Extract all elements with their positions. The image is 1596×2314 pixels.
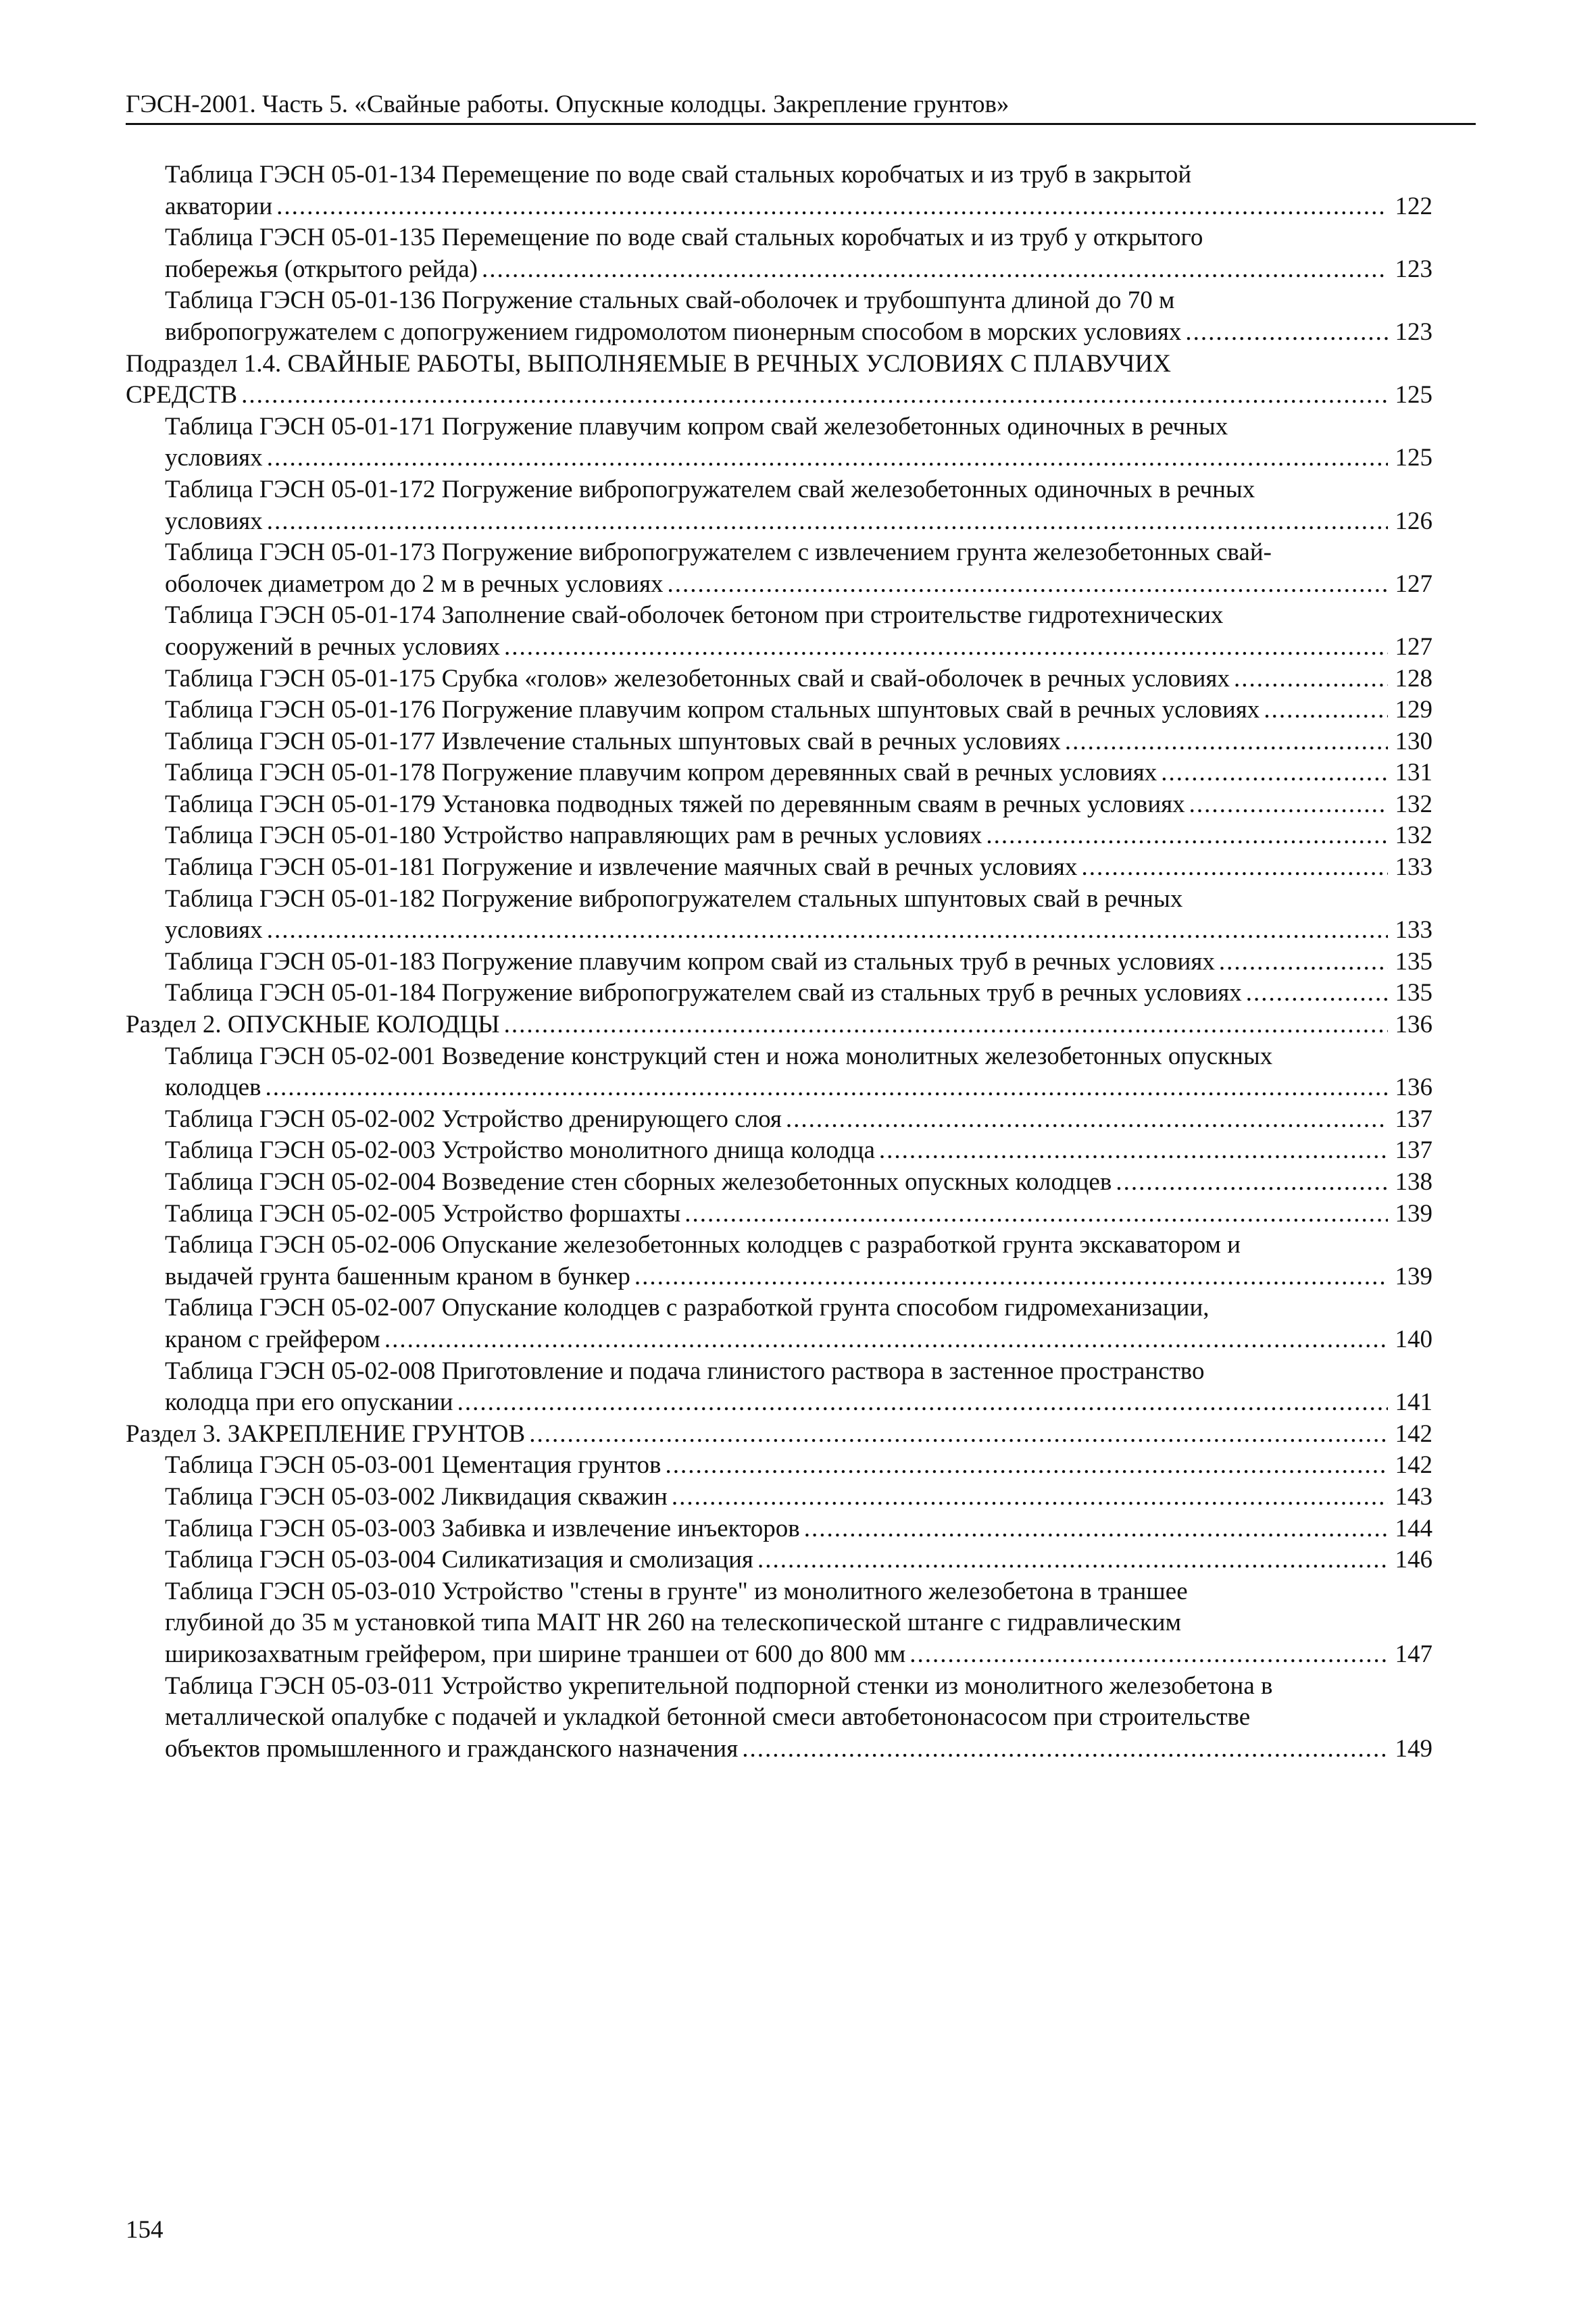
toc-section-entry[interactable] xyxy=(126,1009,1432,1041)
toc-section-entry[interactable] xyxy=(126,1419,1432,1451)
toc-entry-title: Таблица ГЭСН 05-01-180 Устройство направляющих рам в речных условиях xyxy=(165,822,982,850)
toc-entry-title: Таблица ГЭСН 05-01-176 Погружение плавучим копром стальных шпунтовых свай в речных условиях xyxy=(165,696,1260,724)
toc-entry-last-line xyxy=(165,443,1432,474)
toc-entry-title: Таблица ГЭСН 05-02-005 Устройство форшахты xyxy=(165,1199,681,1228)
toc-entry-last-line xyxy=(126,1009,1432,1041)
toc-page-number: 129 xyxy=(1395,696,1432,724)
toc-entry-last-line xyxy=(165,978,1432,1009)
toc-entry-title-lines: Таблица ГЭСН 05-03-010 Устройство "стены в грунте" из монолитного железобетона в траншее глубиной до 35 м установкой типа MAIT HR 260 на телескопической штанге с гидравлическим xyxy=(165,1577,1188,1637)
toc-entry-last-line xyxy=(165,1261,1432,1293)
toc-page-number: 144 xyxy=(1395,1514,1432,1542)
toc-entry-title-lines: Таблица ГЭСН 05-03-011 Устройство укрепительной подпорной стенки из монолитного железобетона в металлической опалубке с подачей и укладкой бетонной смеси автобетононасосом при строительстве xyxy=(165,1671,1273,1732)
dot-leader xyxy=(276,191,1388,223)
toc-entry-title: краном с грейфером xyxy=(165,1325,380,1353)
toc-page-number: 143 xyxy=(1395,1482,1432,1511)
toc-entry-title: акватории xyxy=(165,192,273,220)
toc-page-number: 128 xyxy=(1395,664,1432,693)
toc-page-number: 137 xyxy=(1395,1105,1432,1133)
toc-table-entry[interactable] xyxy=(126,1167,1432,1199)
toc-table-entry[interactable] xyxy=(126,1135,1432,1167)
toc-entry-title-lines: Таблица ГЭСН 05-01-174 Заполнение свай-оболочек бетоном при строительстве гидротехнических xyxy=(165,601,1224,630)
dot-leader xyxy=(1185,317,1388,349)
dot-leader xyxy=(667,569,1388,601)
toc-page-number: 133 xyxy=(1395,916,1432,945)
toc-entry-title: Таблица ГЭСН 05-01-183 Погружение плавучим копром свай из стальных труб в речных условиях xyxy=(165,947,1215,976)
table-of-contents xyxy=(126,159,1432,1765)
toc-entry-last-line xyxy=(165,820,1432,852)
dot-leader xyxy=(267,443,1388,474)
toc-entry-title: Раздел 3. ЗАКРЕПЛЕНИЕ ГРУНТОВ xyxy=(126,1419,526,1448)
toc-entry-title-lines: Подраздел 1.4. СВАЙНЫЕ РАБОТЫ, ВЫПОЛНЯЕМЫЕ В РЕЧНЫХ УСЛОВИЯХ С ПЛАВУЧИХ xyxy=(126,349,1171,378)
toc-table-entry[interactable] xyxy=(126,978,1432,1009)
toc-table-entry[interactable] xyxy=(126,1576,1432,1671)
toc-entry-last-line xyxy=(165,695,1432,726)
dot-leader xyxy=(1161,757,1388,789)
toc-table-entry[interactable] xyxy=(126,947,1432,978)
toc-entry-last-line xyxy=(165,663,1432,695)
dot-leader xyxy=(267,506,1388,538)
toc-page-number: 127 xyxy=(1395,570,1432,598)
toc-entry-last-line xyxy=(165,1639,1432,1671)
toc-table-entry[interactable] xyxy=(126,1513,1432,1545)
toc-entry-title-lines: Таблица ГЭСН 05-01-171 Погружение плавучим копром свай железобетонных одиночных в речных xyxy=(165,412,1228,441)
toc-entry-title-lines: Таблица ГЭСН 05-01-135 Перемещение по воде свай стальных коробчатых и из труб у открытого xyxy=(165,224,1203,252)
toc-entry-title: Таблица ГЭСН 05-01-184 Погружение вибропогружателем свай из стальных труб в речных условиях xyxy=(165,979,1242,1007)
toc-table-entry[interactable] xyxy=(126,695,1432,726)
toc-section-entry[interactable] xyxy=(126,349,1432,411)
dot-leader xyxy=(804,1513,1388,1545)
toc-entry-title: Таблица ГЭСН 05-02-002 Устройство дренирующего слоя xyxy=(165,1105,782,1133)
toc-entry-last-line xyxy=(165,632,1432,663)
toc-page-number: 136 xyxy=(1395,1074,1432,1102)
toc-entry-title-lines: Таблица ГЭСН 05-01-172 Погружение вибропогружателем свай железобетонных одиночных в речных xyxy=(165,475,1255,503)
toc-entry-last-line xyxy=(165,569,1432,601)
dot-leader xyxy=(757,1544,1388,1576)
toc-entry-last-line xyxy=(165,1104,1432,1136)
toc-entry-last-line xyxy=(165,1167,1432,1199)
toc-entry-title: Таблица ГЭСН 05-02-004 Возведение стен сборных железобетонных опускных колодцев xyxy=(165,1168,1112,1196)
toc-entry-title-lines: Таблица ГЭСН 05-01-173 Погружение вибропогружателем с извлечением грунта железобетонных свай- xyxy=(165,538,1272,567)
toc-entry-last-line xyxy=(165,1544,1432,1576)
toc-entry-title: Таблица ГЭСН 05-01-178 Погружение плавучим копром деревянных свай в речных условиях xyxy=(165,759,1157,787)
toc-entry-title: выдачей грунта башенным краном в бункер xyxy=(165,1262,630,1290)
toc-entry-last-line xyxy=(165,191,1432,223)
toc-table-entry[interactable] xyxy=(126,537,1432,600)
toc-page-number: 140 xyxy=(1395,1325,1432,1353)
toc-table-entry[interactable] xyxy=(126,222,1432,285)
toc-entry-last-line xyxy=(165,1734,1432,1765)
toc-entry-title-lines: Таблица ГЭСН 05-02-007 Опускание колодцев с разработкой грунта способом гидромеханизации, xyxy=(165,1294,1210,1322)
toc-table-entry[interactable] xyxy=(126,1041,1432,1104)
dot-leader xyxy=(1234,663,1388,695)
toc-table-entry[interactable] xyxy=(126,820,1432,852)
toc-entry-title: условиях xyxy=(165,916,263,945)
toc-entry-title: Таблица ГЭСН 05-02-003 Устройство монолитного днища колодца xyxy=(165,1136,875,1165)
dot-leader xyxy=(879,1135,1388,1167)
toc-page-number: 138 xyxy=(1395,1168,1432,1196)
toc-page-number: 125 xyxy=(1395,444,1432,472)
toc-table-entry[interactable] xyxy=(126,1104,1432,1136)
toc-entry-title: Таблица ГЭСН 05-03-001 Цементация грунтов xyxy=(165,1451,662,1480)
toc-entry-last-line xyxy=(165,852,1432,884)
toc-entry-last-line xyxy=(126,380,1432,411)
toc-page-number: 122 xyxy=(1395,192,1432,220)
dot-leader xyxy=(482,254,1388,286)
toc-page-number: 142 xyxy=(1395,1419,1432,1448)
toc-entry-title: Таблица ГЭСН 05-01-181 Погружение и извлечение маячных свай в речных условиях xyxy=(165,853,1078,882)
toc-entry-title: Таблица ГЭСН 05-03-004 Силикатизация и смолизация xyxy=(165,1546,753,1574)
toc-table-entry[interactable] xyxy=(126,411,1432,474)
toc-entry-title-lines: Таблица ГЭСН 05-02-001 Возведение конструкций стен и ножа монолитных железобетонных опускных xyxy=(165,1042,1273,1070)
dot-leader xyxy=(1116,1167,1388,1199)
toc-page-number: 125 xyxy=(1395,381,1432,409)
toc-entry-last-line xyxy=(165,726,1432,758)
toc-entry-title-lines: Таблица ГЭСН 05-02-008 Приготовление и подача глинистого раствора в застенное пространство xyxy=(165,1357,1205,1385)
toc-entry-last-line xyxy=(165,1387,1432,1419)
running-header: ГЭСН-2001. Часть 5. «Свайные работы. Опускные колодцы. Закрепление грунтов» xyxy=(126,91,1009,118)
dot-leader xyxy=(1081,852,1388,884)
toc-page-number: 137 xyxy=(1395,1136,1432,1165)
toc-table-entry[interactable] xyxy=(126,1482,1432,1513)
dot-leader xyxy=(267,915,1388,947)
toc-page-number: 130 xyxy=(1395,727,1432,755)
toc-entry-title: Таблица ГЭСН 05-01-175 Срубка «голов» железобетонных свай и свай-оболочек в речных условиях xyxy=(165,664,1230,693)
toc-entry-title: колодцев xyxy=(165,1074,261,1102)
toc-entry-title: объектов промышленного и гражданского назначения xyxy=(165,1734,739,1763)
toc-entry-title-lines: Таблица ГЭСН 05-02-006 Опускание железобетонных колодцев с разработкой грунта экскаватором и xyxy=(165,1231,1241,1259)
dot-leader xyxy=(786,1104,1388,1136)
toc-entry-last-line xyxy=(165,1199,1432,1230)
toc-table-entry[interactable] xyxy=(126,1544,1432,1576)
toc-entry-title: оболочек диаметром до 2 м в речных условиях xyxy=(165,570,664,598)
dot-leader xyxy=(1264,695,1388,726)
dot-leader xyxy=(241,380,1388,411)
toc-entry-last-line xyxy=(165,506,1432,538)
toc-entry-last-line xyxy=(165,789,1432,821)
toc-table-entry[interactable] xyxy=(126,1671,1432,1765)
toc-entry-last-line xyxy=(165,1324,1432,1356)
toc-table-entry[interactable] xyxy=(126,1292,1432,1355)
dot-leader xyxy=(742,1734,1388,1765)
header-rule xyxy=(126,123,1476,125)
toc-page-number: 133 xyxy=(1395,853,1432,882)
dot-leader xyxy=(634,1261,1388,1293)
toc-entry-title: Раздел 2. ОПУСКНЫЕ КОЛОДЦЫ xyxy=(126,1011,500,1039)
toc-entry-last-line xyxy=(165,254,1432,286)
toc-table-entry[interactable] xyxy=(126,1356,1432,1419)
toc-page-number: 131 xyxy=(1395,759,1432,787)
toc-entry-last-line xyxy=(126,1419,1432,1451)
toc-entry-title: сооружений в речных условиях xyxy=(165,632,501,661)
toc-page-number: 139 xyxy=(1395,1262,1432,1290)
dot-leader xyxy=(529,1419,1388,1451)
toc-entry-title: условиях xyxy=(165,444,263,472)
dot-leader xyxy=(684,1199,1388,1230)
toc-table-entry[interactable] xyxy=(126,726,1432,758)
dot-leader xyxy=(457,1387,1388,1419)
toc-entry-title: Таблица ГЭСН 05-01-177 Извлечение стальных шпунтовых свай в речных условиях xyxy=(165,727,1061,755)
toc-table-entry[interactable] xyxy=(126,789,1432,821)
dot-leader xyxy=(986,820,1388,852)
toc-page-number: 126 xyxy=(1395,507,1432,535)
toc-entry-title: Таблица ГЭСН 05-01-179 Установка подводных тяжей по деревянным сваям в речных условиях xyxy=(165,790,1185,818)
toc-entry-title-lines: Таблица ГЭСН 05-01-136 Погружение стальных свай-оболочек и трубошпунта длиной до 70 м xyxy=(165,286,1175,315)
toc-table-entry[interactable] xyxy=(126,884,1432,947)
toc-table-entry[interactable] xyxy=(126,1230,1432,1292)
toc-page-number: 139 xyxy=(1395,1199,1432,1228)
dot-leader xyxy=(266,1072,1388,1104)
dot-leader xyxy=(1065,726,1388,758)
toc-table-entry[interactable] xyxy=(126,757,1432,789)
page-number: 154 xyxy=(126,2216,164,2244)
toc-page-number: 123 xyxy=(1395,255,1432,283)
toc-entry-title: Таблица ГЭСН 05-03-003 Забивка и извлечение инъекторов xyxy=(165,1514,800,1542)
toc-page-number: 142 xyxy=(1395,1451,1432,1480)
dot-leader xyxy=(672,1482,1388,1513)
toc-entry-title: колодца при его опускании xyxy=(165,1388,453,1417)
toc-entry-title: вибропогружателем с допогружением гидромолотом пионерным способом в морских условиях xyxy=(165,318,1182,346)
dot-leader xyxy=(909,1639,1388,1671)
toc-page-number: 146 xyxy=(1395,1546,1432,1574)
toc-table-entry[interactable] xyxy=(126,1199,1432,1230)
dot-leader xyxy=(1246,978,1388,1009)
dot-leader xyxy=(384,1324,1388,1356)
toc-page-number: 147 xyxy=(1395,1640,1432,1668)
toc-page-number: 132 xyxy=(1395,790,1432,818)
toc-table-entry[interactable] xyxy=(126,285,1432,348)
toc-page-number: 135 xyxy=(1395,947,1432,976)
toc-entry-title: Таблица ГЭСН 05-03-002 Ликвидация скважин xyxy=(165,1482,668,1511)
toc-table-entry[interactable] xyxy=(126,159,1432,222)
toc-entry-last-line xyxy=(165,1513,1432,1545)
toc-entry-last-line xyxy=(165,317,1432,349)
toc-page-number: 123 xyxy=(1395,318,1432,346)
toc-entry-last-line xyxy=(165,1482,1432,1513)
toc-entry-title-lines: Таблица ГЭСН 05-01-182 Погружение вибропогружателем стальных шпунтовых свай в речных xyxy=(165,884,1183,913)
toc-entry-last-line xyxy=(165,947,1432,978)
toc-entry-title: побережья (открытого рейда) xyxy=(165,255,478,283)
toc-entry-last-line xyxy=(165,757,1432,789)
toc-entry-last-line xyxy=(165,1450,1432,1482)
toc-table-entry[interactable] xyxy=(126,663,1432,695)
toc-page-number: 132 xyxy=(1395,822,1432,850)
toc-entry-last-line xyxy=(165,915,1432,947)
toc-entry-title: условиях xyxy=(165,507,263,535)
dot-leader xyxy=(1189,789,1388,821)
toc-page-number: 141 xyxy=(1395,1388,1432,1417)
toc-entry-last-line xyxy=(165,1072,1432,1104)
dot-leader xyxy=(504,1009,1388,1041)
toc-entry-last-line xyxy=(165,1135,1432,1167)
toc-table-entry[interactable] xyxy=(126,474,1432,537)
toc-entry-title: ширикозахватным грейфером, при ширине траншеи от 600 до 800 мм xyxy=(165,1640,906,1668)
toc-page-number: 149 xyxy=(1395,1734,1432,1763)
dot-leader xyxy=(504,632,1388,663)
toc-table-entry[interactable] xyxy=(126,1450,1432,1482)
dot-leader xyxy=(1219,947,1388,978)
dot-leader xyxy=(665,1450,1388,1482)
toc-page-number: 135 xyxy=(1395,979,1432,1007)
toc-page-number: 136 xyxy=(1395,1011,1432,1039)
toc-table-entry[interactable] xyxy=(126,600,1432,663)
toc-entry-title: СРЕДСТВ xyxy=(126,381,238,409)
toc-entry-title-lines: Таблица ГЭСН 05-01-134 Перемещение по воде свай стальных коробчатых и из труб в закрытой xyxy=(165,161,1192,188)
toc-table-entry[interactable] xyxy=(126,852,1432,884)
toc-page-number: 127 xyxy=(1395,632,1432,661)
